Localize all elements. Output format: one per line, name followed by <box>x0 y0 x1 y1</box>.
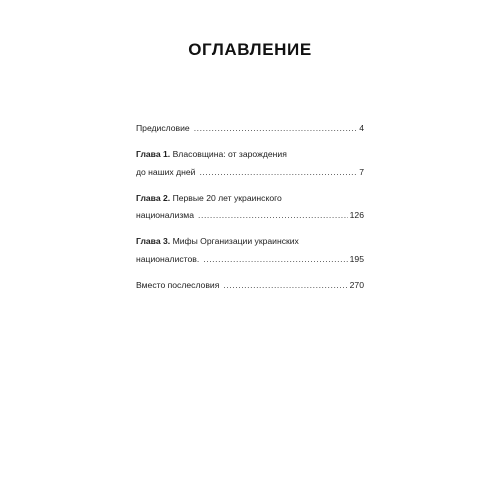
toc-entry-title-continued: до наших дней <box>136 166 196 177</box>
toc-entry-title: Вместо послесловия <box>136 279 220 290</box>
toc-entry-title: Первые 20 лет украинского <box>170 192 282 203</box>
dot-leader <box>194 120 358 138</box>
toc-page-number: 7 <box>359 166 364 177</box>
page-title: ОГЛАВЛЕНИЕ <box>188 40 312 59</box>
toc-entry-line <box>136 164 364 182</box>
toc-entry-preface <box>136 120 364 138</box>
toc-entry-title: Мифы Организации украинских <box>170 236 299 246</box>
toc-entry-line <box>136 207 364 225</box>
toc-entry-line <box>136 233 364 251</box>
toc-page-number: 195 <box>349 253 364 264</box>
chapter-number: Глава 1. <box>136 149 171 159</box>
dot-leader <box>203 251 347 269</box>
dot-leader <box>198 207 348 225</box>
toc-entry-chapter-2 <box>136 190 364 225</box>
toc-entry-chapter-3 <box>136 233 364 268</box>
toc-page-number: 4 <box>359 123 364 133</box>
toc-entry-line <box>136 190 364 208</box>
chapter-number: Глава 2. <box>136 192 171 203</box>
toc-entry-line <box>136 120 364 138</box>
toc-entry-line <box>136 146 364 164</box>
table-of-contents <box>136 120 364 303</box>
toc-entry-title-continued: националистов. <box>136 253 200 264</box>
toc-entry-title: Власовщина: от зарождения <box>170 149 287 159</box>
dot-leader <box>199 164 357 182</box>
toc-entry-line <box>136 277 364 295</box>
chapter-number: Глава 3. <box>136 236 171 246</box>
toc-entry-title-continued: национализма <box>136 210 194 220</box>
toc-entry-afterword <box>136 277 364 295</box>
toc-entry-chapter-1 <box>136 146 364 181</box>
toc-page-number: 126 <box>349 210 364 220</box>
toc-entry-line <box>136 251 364 269</box>
toc-page-number: 270 <box>349 279 364 290</box>
toc-entry-title: Предисловие <box>136 123 190 133</box>
dot-leader <box>223 277 347 295</box>
